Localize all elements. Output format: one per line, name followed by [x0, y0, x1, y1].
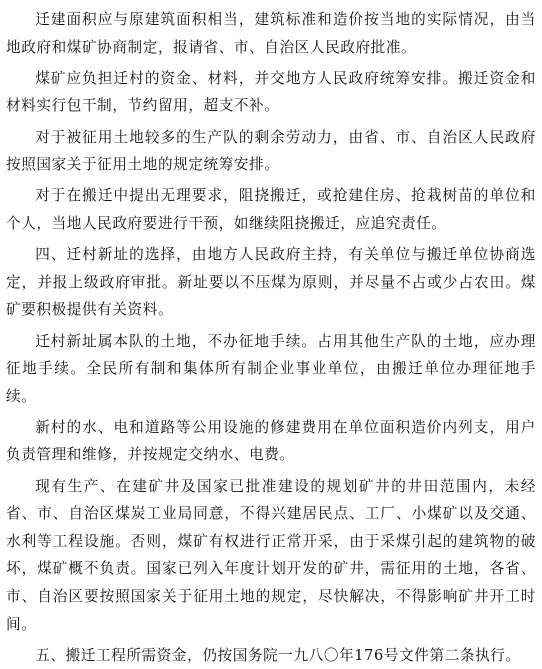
paragraph-surplus-labor: 对于被征用土地较多的生产队的剩余劳动力，由省、市、自治区人民政府按照国家关于征用土地的规定统筹安排。	[6, 128, 536, 174]
paragraph-section-five-funding: 五、搬迁工程所需资金，仍按国务院一九八〇年176号文件第二条执行。	[35, 646, 521, 664]
paragraph-public-facilities: 新村的水、电和道路等公用设施的修建费用在单位面积造价内列支，用户负责管理和维修，并按规定交纳水、电费。	[6, 418, 536, 464]
paragraph-land-requisition: 迁村新址属本队的土地，不办征地手续。占用其他生产队的土地，应办理征地手续。全民所有制和集体所有制企业事业单位，由搬迁单位办理征地手续。	[6, 332, 536, 405]
paragraph-funding-materials: 煤矿应负担迁村的资金、材料，并交地方人民政府统筹安排。搬迁资金和材料实行包干制，节约留用，超支不补。	[6, 69, 536, 115]
paragraph-relocation-area: 迁建面积应与原建筑面积相当，建筑标准和造价按当地的实际情况，由当地政府和煤矿协商制定，报请省、市、自治区人民政府批准。	[6, 11, 536, 56]
paragraph-section-four-new-site: 四、迁村新址的选择，由地方人民政府主持，有关单位与搬迁单位协商选定，并报上级政府审批。新址要以不压煤为原则，并尽量不占或少占农田。煤矿要积极提供有关资料。	[6, 246, 536, 319]
paragraph-obstruction-handling: 对于在搬迁中提出无理要求，阻挠搬迁，或抢建住房、抢栽树苗的单位和个人，当地人民政府要进行干预，如继续阻挠搬迁，应追究责任。	[6, 187, 536, 232]
paragraph-mine-field-restrictions: 现有生产、在建矿井及国家已批准建设的规划矿井的井田范围内，未经省、市、自治区煤炭工业局同意，不得兴建居民点、工厂、小煤矿以及交通、水利等工程设施。否则，煤矿有权进行正常开采，由于采煤引起的建筑物的破坏，煤矿概不负责。国家已列入年度计划开发的矿井，需征用的土地，各省、市、自治区要按照国家关于征用土地的规定，尽快解决，不得影响矿井开工时间。	[6, 477, 536, 633]
